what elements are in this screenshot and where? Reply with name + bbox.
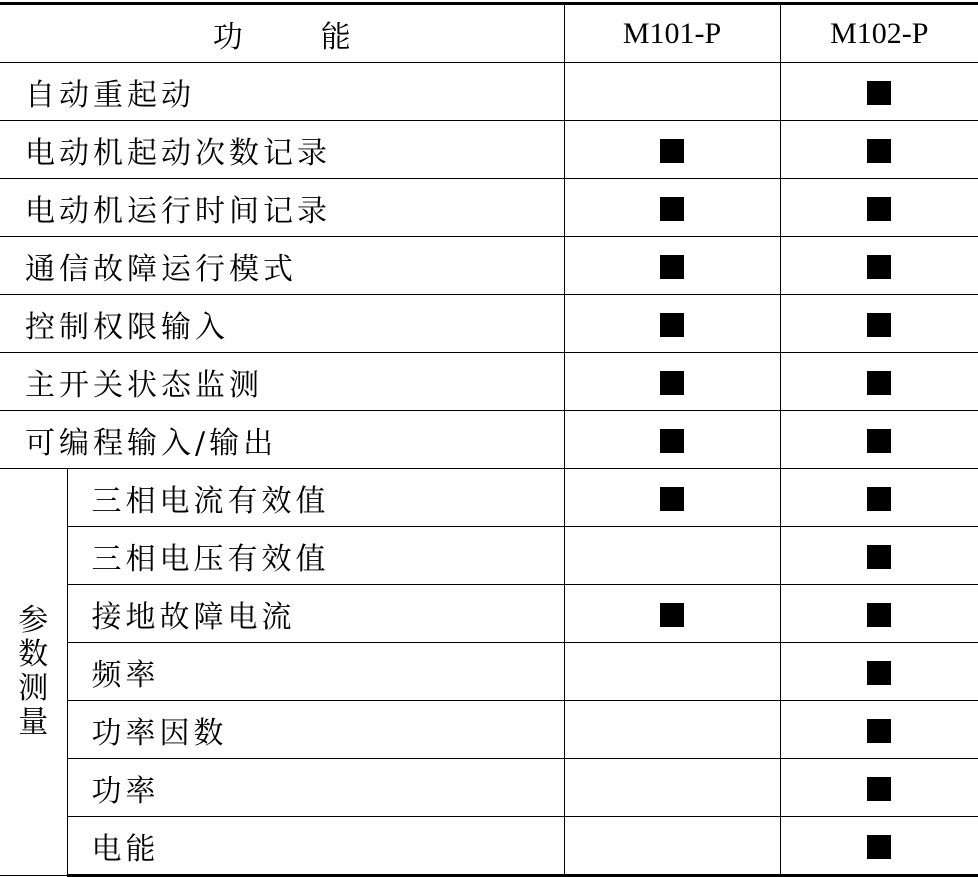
- sub-feature-label: 接地故障电流: [67, 585, 564, 643]
- m102-support-cell: [780, 295, 978, 353]
- filled-square-marker: [660, 313, 684, 337]
- table-row: [0, 469, 978, 527]
- m102-support-cell: [780, 701, 978, 759]
- filled-square-marker: [867, 81, 891, 105]
- filled-square-marker: [867, 429, 891, 453]
- filled-square-marker: [660, 255, 684, 279]
- function-comparison-table: [0, 2, 978, 877]
- m101-support-cell: [564, 121, 780, 179]
- group-label-char: 参: [18, 603, 49, 638]
- table-row: [0, 353, 978, 411]
- table-row: [0, 121, 978, 179]
- m102-support-cell: [780, 643, 978, 701]
- table-row: [0, 63, 978, 121]
- filled-square-marker: [660, 371, 684, 395]
- feature-label: 控制权限输入: [0, 295, 564, 353]
- filled-square-marker: [867, 487, 891, 511]
- m102-support-cell: [780, 817, 978, 876]
- group-label-char: 测: [18, 671, 49, 706]
- m101-support-cell: [564, 63, 780, 121]
- table-row: [0, 179, 978, 237]
- m101-support-cell: [564, 759, 780, 817]
- m102-support-cell: [780, 527, 978, 585]
- feature-label: 可编程输入/输出: [0, 411, 564, 469]
- group-label-char: 数: [18, 637, 49, 672]
- m101-support-cell: [564, 353, 780, 411]
- model-m102-header: M102-P: [780, 4, 978, 63]
- filled-square-marker: [867, 197, 891, 221]
- model-m101-header: M101-P: [564, 4, 780, 63]
- feature-label: 电动机起动次数记录: [0, 121, 564, 179]
- filled-square-marker: [867, 661, 891, 685]
- m101-support-cell: [564, 179, 780, 237]
- feature-label: 通信故障运行模式: [0, 237, 564, 295]
- filled-square-marker: [867, 545, 891, 569]
- sub-feature-label: 电能: [67, 817, 564, 876]
- m102-support-cell: [780, 759, 978, 817]
- m102-support-cell: [780, 469, 978, 527]
- sub-feature-label: 功率: [67, 759, 564, 817]
- m101-support-cell: [564, 527, 780, 585]
- m101-support-cell: [564, 295, 780, 353]
- table-row: [0, 295, 978, 353]
- table-row: [0, 701, 978, 759]
- m102-support-cell: [780, 237, 978, 295]
- filled-square-marker: [660, 603, 684, 627]
- function-header-char-2: 能: [320, 19, 351, 55]
- sub-feature-label: 三相电压有效值: [67, 527, 564, 585]
- filled-square-marker: [867, 139, 891, 163]
- m101-support-cell: [564, 585, 780, 643]
- function-column-header: [0, 4, 564, 63]
- sub-feature-label: 功率因数: [67, 701, 564, 759]
- m102-support-cell: [780, 411, 978, 469]
- feature-label: 电动机运行时间记录: [0, 179, 564, 237]
- filled-square-marker: [660, 139, 684, 163]
- sub-feature-label: 三相电流有效值: [67, 469, 564, 527]
- table-row: [0, 411, 978, 469]
- filled-square-marker: [867, 835, 891, 859]
- filled-square-marker: [867, 371, 891, 395]
- feature-label: 主开关状态监测: [0, 353, 564, 411]
- filled-square-marker: [867, 719, 891, 743]
- sub-feature-label: 频率: [67, 643, 564, 701]
- filled-square-marker: [660, 487, 684, 511]
- table-row: [0, 759, 978, 817]
- filled-square-marker: [867, 603, 891, 627]
- m102-support-cell: [780, 179, 978, 237]
- table-row: [0, 817, 978, 876]
- table-row: [0, 643, 978, 701]
- filled-square-marker: [867, 313, 891, 337]
- table-row: [0, 527, 978, 585]
- feature-label: 自动重起动: [0, 63, 564, 121]
- header-row: [0, 4, 978, 63]
- filled-square-marker: [867, 777, 891, 801]
- m101-support-cell: [564, 237, 780, 295]
- function-header-char-1: 功: [212, 19, 243, 55]
- m101-support-cell: [564, 817, 780, 876]
- m102-support-cell: [780, 585, 978, 643]
- m102-support-cell: [780, 353, 978, 411]
- filled-square-marker: [660, 197, 684, 221]
- parameter-measurement-group-label: [0, 469, 67, 876]
- table-row: [0, 585, 978, 643]
- filled-square-marker: [660, 429, 684, 453]
- m101-support-cell: [564, 411, 780, 469]
- m101-support-cell: [564, 701, 780, 759]
- m101-support-cell: [564, 469, 780, 527]
- filled-square-marker: [867, 255, 891, 279]
- m102-support-cell: [780, 121, 978, 179]
- table-row: [0, 237, 978, 295]
- group-label-char: 量: [18, 705, 49, 740]
- m101-support-cell: [564, 643, 780, 701]
- m102-support-cell: [780, 63, 978, 121]
